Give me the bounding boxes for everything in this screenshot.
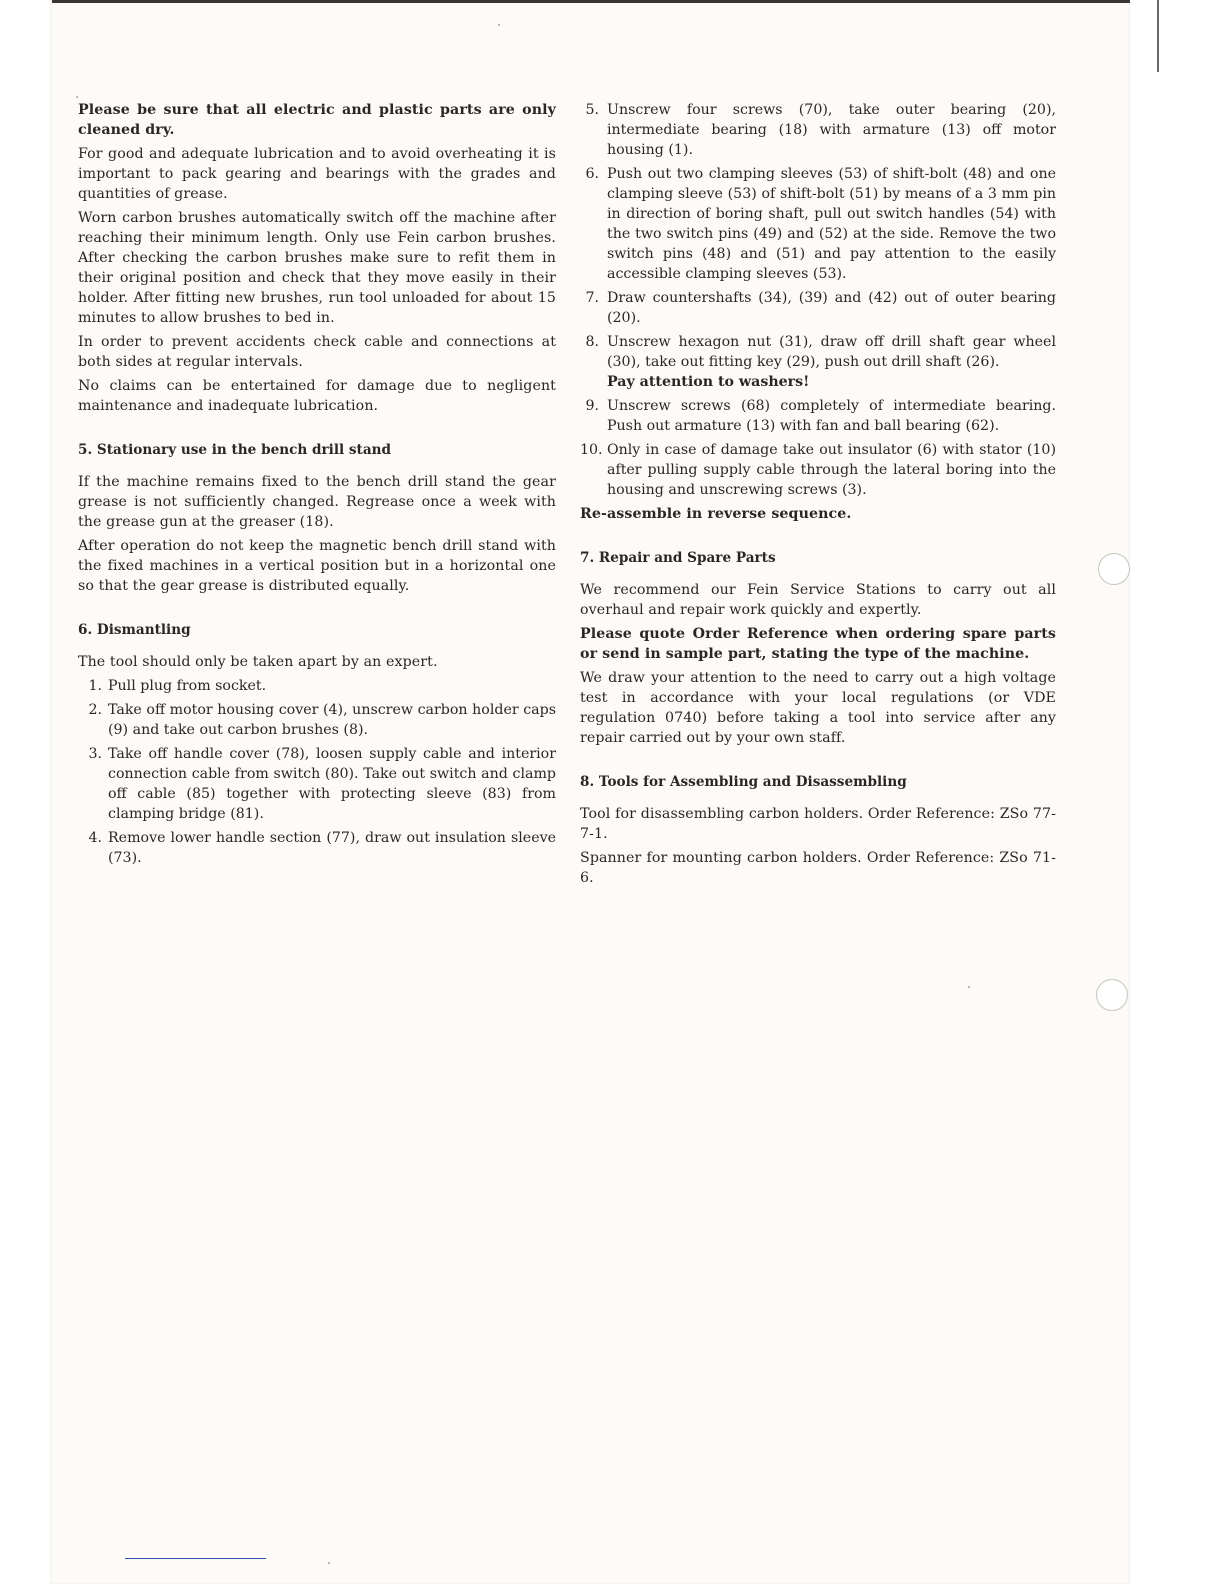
page-right-rule xyxy=(1157,0,1159,72)
step-number: 7. xyxy=(585,290,599,306)
step-number: 5. xyxy=(585,102,599,118)
section-5-paragraph: If the machine remains fixed to the bench drill stand the gear grease is not sufficiently changed. Regrease once a week with the grease gun at the greaser (18). xyxy=(78,474,556,530)
left-column xyxy=(78,100,556,872)
punch-hole-icon xyxy=(1096,979,1128,1011)
scan-margin xyxy=(0,0,50,1584)
step-text: Unscrew hexagon nut (31), draw off drill shaft gear wheel (30), take out fitting key (29), push out drill shaft (26). xyxy=(607,334,1056,370)
section-8-paragraph: Tool for disassembling carbon holders. Order Reference: ZSo 77-7-1. xyxy=(580,806,1056,842)
bottom-underline xyxy=(125,1558,266,1559)
list-item xyxy=(580,288,1056,328)
punch-hole-icon xyxy=(1098,553,1130,585)
scan-speck xyxy=(498,24,500,26)
section-7-paragraph: We draw your attention to the need to carry out a high voltage test in accordance with your local regulations (or VDE regulation 0740) before taking a tool into service after any repair carried out by your own staff. xyxy=(580,670,1056,746)
list-item xyxy=(580,332,1056,392)
scan-speck xyxy=(328,1562,330,1564)
page-top-edge xyxy=(52,0,1158,3)
section-5-paragraph: After operation do not keep the magnetic bench drill stand with the fixed machines in a vertical position but in a horizontal one so that the gear grease is distributed equally. xyxy=(78,538,556,594)
step-text: Unscrew four screws (70), take outer bearing (20), intermediate bearing (18) with armature (13) off motor housing (1). xyxy=(607,102,1056,158)
section-6-heading: 6. Dismantling xyxy=(78,622,191,638)
dismantling-steps xyxy=(78,676,556,868)
list-item xyxy=(580,396,1056,436)
list-item xyxy=(580,164,1056,284)
step-text: Take off motor housing cover (4), unscrew carbon holder caps (9) and take out carbon brushes (8). xyxy=(108,702,556,738)
step-text: Only in case of damage take out insulator (6) with stator (10) after pulling supply cable through the lateral boring into the housing and unscrewing screws (3). xyxy=(607,442,1056,498)
section-6-intro: The tool should only be taken apart by an expert. xyxy=(78,654,438,670)
section-8-heading: 8. Tools for Assembling and Disassembling xyxy=(580,774,907,790)
step-text: Remove lower handle section (77), draw out insulation sleeve (73). xyxy=(108,830,556,866)
step-number: 3. xyxy=(88,746,102,762)
step-number: 9. xyxy=(585,398,599,414)
paragraph-carbon-brushes: Worn carbon brushes automatically switch off the machine after reaching their minimum length. Only use Fein carbon brushes. After checking the carbon brushes make sure to refit them in their original position and check that they move easily in their holder. After fitting new brushes, run tool unloaded for about 15 minutes to allow brushes to bed in. xyxy=(78,210,556,326)
section-7-order-reference-note: Please quote Order Reference when ordering spare parts or send in sample part, stating the type of the machine. xyxy=(580,626,1056,662)
section-7-paragraph: We recommend our Fein Service Stations to carry out all overhaul and repair work quickly and expertly. xyxy=(580,582,1056,618)
step-number: 4. xyxy=(88,830,102,846)
scan-speck xyxy=(76,96,78,98)
step-text: Draw countershafts (34), (39) and (42) out of outer bearing (20). xyxy=(607,290,1056,326)
list-item xyxy=(78,828,556,868)
step-text: Push out two clamping sleeves (53) of shift-bolt (48) and one clamping sleeve (53) of shift-bolt (51) by means of a 3 mm pin in direction of boring shaft, pull out switch handles (54) with the two switch pins (49) and (52) at the side. Remove the two switch pins (48) and (51) and pay attention to the easily accessible clamping sleeves (53). xyxy=(607,166,1056,282)
step-text: Take off handle cover (78), loosen supply cable and interior connection cable from switch (80). Take out switch and clamp off cable (85) together with protecting sleeve (83) from clamping bridge (81). xyxy=(108,746,556,822)
list-item xyxy=(78,676,556,696)
paragraph-lubrication: For good and adequate lubrication and to avoid overheating it is important to pack gearing and bearings with the grades and quantities of grease. xyxy=(78,146,556,202)
list-item xyxy=(78,700,556,740)
reassemble-note: Re-assemble in reverse sequence. xyxy=(580,506,852,522)
step-number: 8. xyxy=(585,334,599,350)
scan-speck xyxy=(968,986,970,988)
washers-note: Pay attention to washers! xyxy=(607,374,810,390)
step-number: 1. xyxy=(88,678,102,694)
step-text: Unscrew screws (68) completely of intermediate bearing. Push out armature (13) with fan and ball bearing (62). xyxy=(607,398,1056,434)
right-column xyxy=(580,100,1056,892)
section-8-paragraph: Spanner for mounting carbon holders. Order Reference: ZSo 71-6. xyxy=(580,850,1056,886)
list-item xyxy=(580,440,1056,500)
step-number: 2. xyxy=(88,702,102,718)
dismantling-steps-continued xyxy=(580,100,1056,500)
scan-right-margin xyxy=(1130,0,1158,1584)
step-number: 10. xyxy=(580,442,603,458)
paragraph-claims: No claims can be entertained for damage due to negligent maintenance and inadequate lubrication. xyxy=(78,378,556,414)
intro-warning: Please be sure that all electric and plastic parts are only cleaned dry. xyxy=(78,102,556,138)
step-text: Pull plug from socket. xyxy=(108,678,267,694)
step-number: 6. xyxy=(585,166,599,182)
list-item xyxy=(580,100,1056,160)
section-7-heading: 7. Repair and Spare Parts xyxy=(580,550,776,566)
section-5-heading: 5. Stationary use in the bench drill stand xyxy=(78,442,392,458)
paragraph-accidents: In order to prevent accidents check cable and connections at both sides at regular intervals. xyxy=(78,334,556,370)
list-item xyxy=(78,744,556,824)
